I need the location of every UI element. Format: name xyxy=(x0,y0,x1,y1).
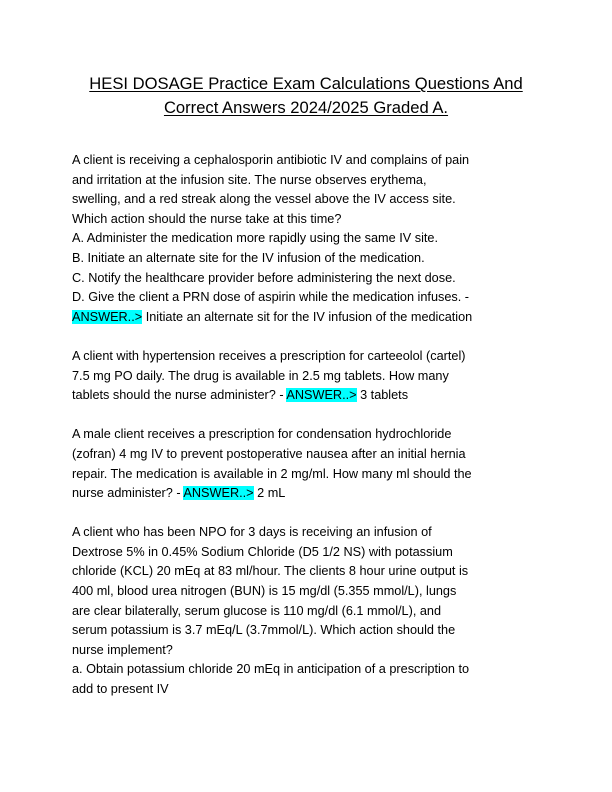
question-text-line: A client is receiving a cephalosporin antibiotic IV and complains of pain xyxy=(72,153,470,167)
question-block xyxy=(72,151,552,327)
answer-option: A. Administer the medication more rapidly using the same IV site. xyxy=(72,231,438,246)
answer-option: a. Obtain potassium chloride 20 mEq in anticipation of a prescription to xyxy=(72,662,470,677)
answer-marker: ANSWER..> xyxy=(286,388,357,403)
document-title xyxy=(40,72,572,120)
question-text-line: A male client receives a prescription for condensation hydrochloride xyxy=(72,427,452,442)
question-text-line: nurse administer? - xyxy=(72,486,181,501)
answer-text: 3 tablets xyxy=(360,388,409,403)
question-block xyxy=(72,347,552,406)
question-text-line: chloride (KCL) 20 mEq at 83 ml/hour. The clients 8 hour urine output is xyxy=(72,564,469,579)
question-block xyxy=(72,425,552,503)
answer-text: 2 mL xyxy=(257,486,286,501)
answer-option: B. Initiate an alternate site for the IV infusion of the medication. xyxy=(72,250,425,265)
answer-line xyxy=(72,484,552,504)
answer-line xyxy=(72,308,552,328)
question-text-line: Dextrose 5% in 0.45% Sodium Chloride (D5 1/2 NS) with potassium xyxy=(72,544,453,559)
title-line-1: HESI DOSAGE Practice Exam Calculations Questions And xyxy=(89,74,523,93)
question-block xyxy=(72,523,552,699)
question-text-line: 7.5 mg PO daily. The drug is available in 2.5 mg tablets. How many xyxy=(72,368,449,383)
question-text-line: swelling, and a red streak along the vessel above the IV access site. xyxy=(72,192,456,207)
answer-marker: ANSWER..> xyxy=(72,309,143,324)
answer-option: C. Notify the healthcare provider before administering the next dose. xyxy=(72,270,456,285)
question-text-line: (zofran) 4 mg IV to prevent postoperative nausea after an initial hernia xyxy=(72,446,466,461)
question-text-line: nurse implement? xyxy=(72,642,173,657)
question-text-line: 400 ml, blood urea nitrogen (BUN) is 15 mg/dl (5.355 mmol/L), lungs xyxy=(72,584,457,599)
answer-marker: ANSWER..> xyxy=(183,486,254,501)
title-line-2: Correct Answers 2024/2025 Graded A. xyxy=(163,98,449,117)
question-text-line: A client who has been NPO for 3 days is receiving an infusion of xyxy=(72,525,432,540)
document-body xyxy=(72,151,552,719)
question-text-line: repair. The medication is available in 2 mg/ml. How many ml should the xyxy=(72,466,472,481)
question-text-line: Which action should the nurse take at this time? xyxy=(72,211,342,226)
question-text-line: tablets should the nurse administer? - xyxy=(72,388,284,403)
question-text-line: are clear bilaterally, serum glucose is 110 mg/dl (6.1 mmol/L), and xyxy=(72,603,442,618)
answer-text: Initiate an alternate sit for the IV infusion of the medication xyxy=(145,309,473,324)
answer-option: D. Give the client a PRN dose of aspirin while the medication infuses. - xyxy=(72,290,470,305)
question-text-line: A client with hypertension receives a prescription for carteeolol (cartel) xyxy=(72,348,466,363)
question-text-line: serum potassium is 3.7 mEq/L (3.7mmol/L). Which action should the xyxy=(72,623,456,638)
answer-line xyxy=(72,386,552,406)
answer-option: add to present IV xyxy=(72,682,169,697)
question-text-line: and irritation at the infusion site. The nurse observes erythema, xyxy=(72,172,427,187)
